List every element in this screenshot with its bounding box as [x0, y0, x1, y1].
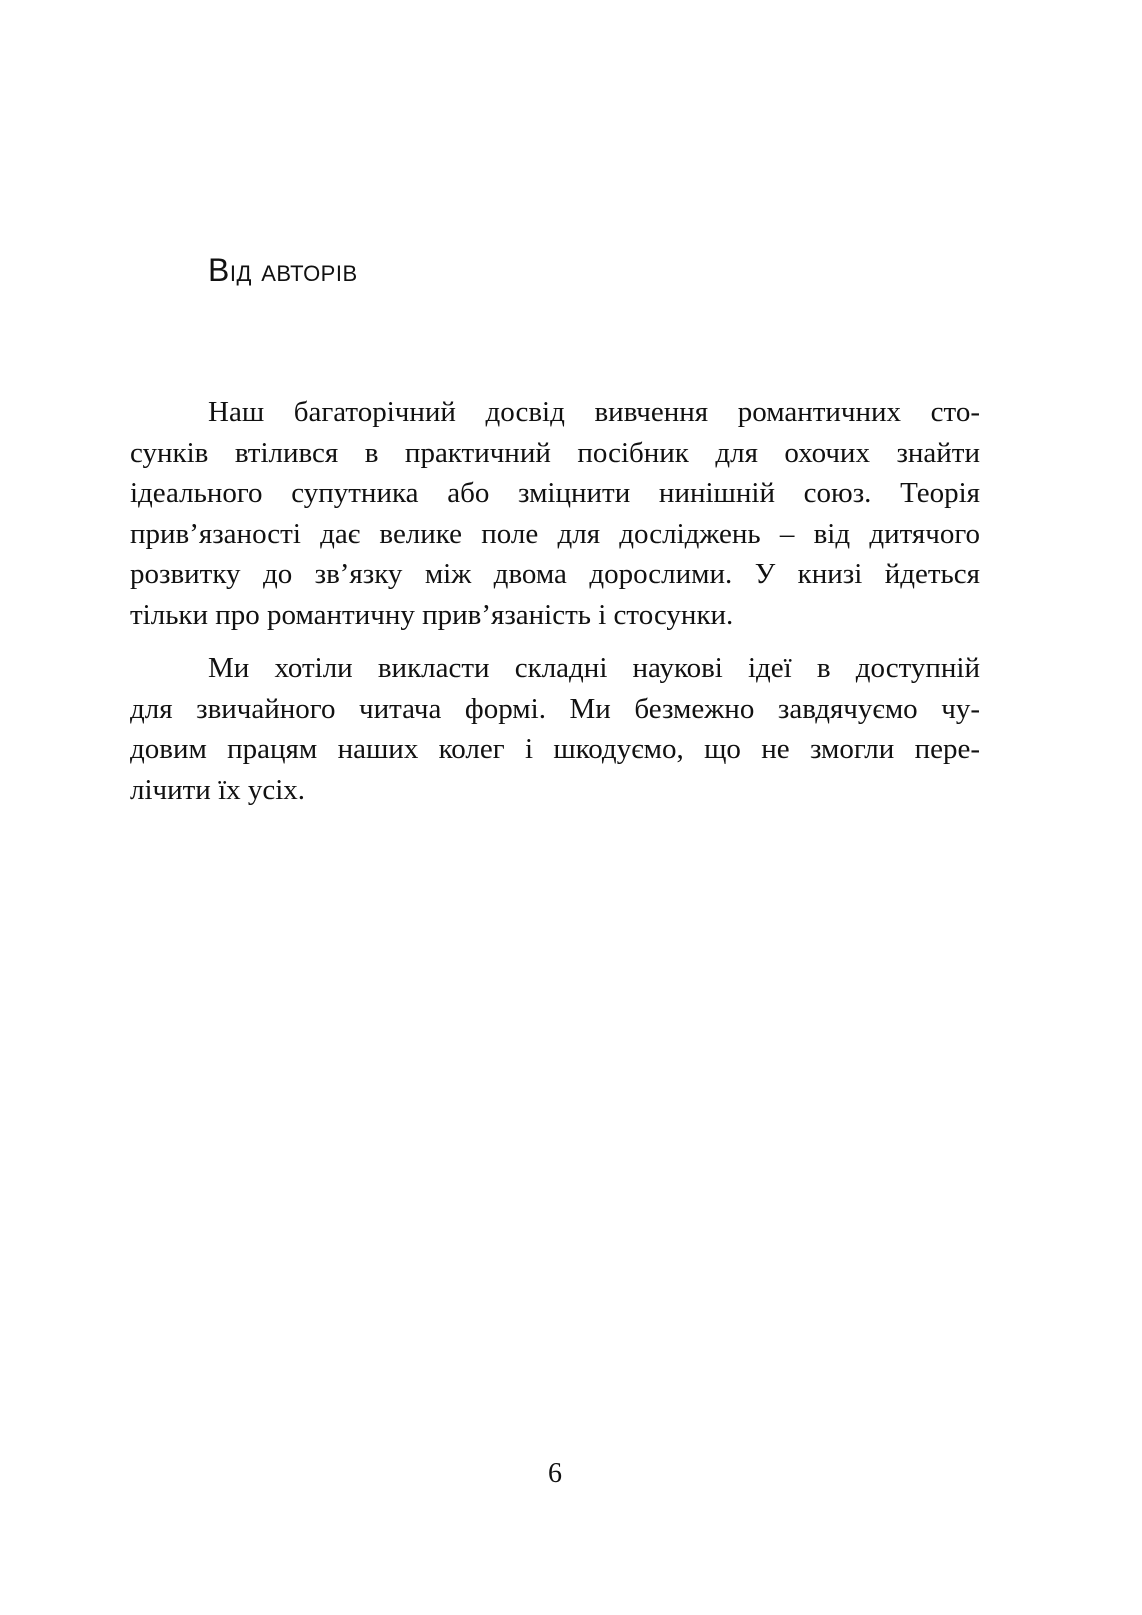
text-line: для звичайного читача формі. Ми безмежно завдячуємо чу-	[130, 692, 980, 725]
page-number: 6	[548, 1458, 562, 1489]
text-line: Наш багаторічний досвід вивчення романтичних сто-	[208, 396, 980, 428]
text-line: лічити їх усіх.	[130, 773, 306, 806]
text-line: довим працям наших колег і шкодуємо, що не змогли пере-	[130, 733, 980, 765]
paragraph-2	[130, 648, 980, 810]
text-line: ідеального супутника або зміцнити нинішній союз. Теорія	[130, 477, 980, 509]
section-heading: Від авторів	[208, 252, 358, 288]
paragraph-1	[130, 392, 980, 635]
text-line: сунків втілився в практичний посібник для охочих знайти	[130, 436, 980, 469]
text-line: розвитку до зв’язку між двома дорослими. У книзі йдеться	[130, 558, 980, 590]
text-line: Ми хотіли викласти складні наукові ідеї в доступній	[208, 652, 980, 684]
text-line: прив’язаності дає велике поле для досліджень – від дитячого	[130, 517, 980, 550]
text-line: тільки про романтичну прив’язаність і стосунки.	[130, 598, 734, 631]
